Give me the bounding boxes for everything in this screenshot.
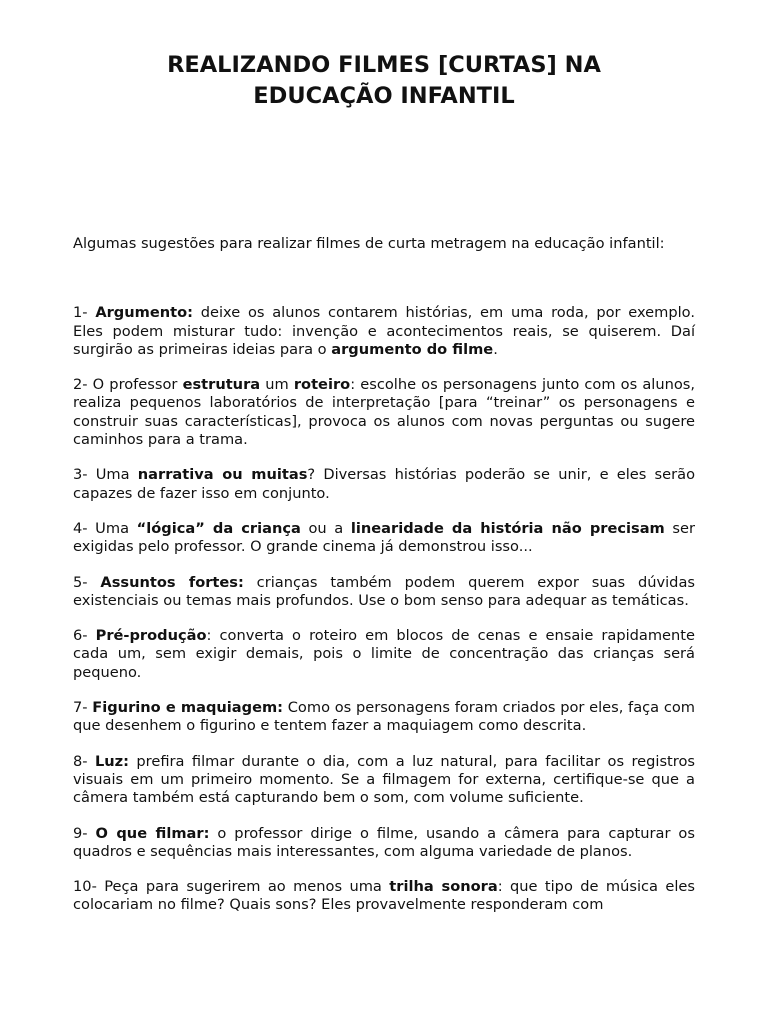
body-text: 2- O professor <box>73 376 183 394</box>
body-text: Como os personagens foram criados por eles, faça com que desenhem o figurino e tentem fazer a maquiagem como descrita. <box>73 699 695 735</box>
body-text: ou a <box>300 519 351 537</box>
body-text: o professor dirige o filme, usando a câmera para capturar os quadros e sequências mais interessantes, com alguma variedade de planos. <box>73 824 695 860</box>
body-text: 6- <box>73 627 96 645</box>
emphasis-text: Argumento: <box>95 304 193 322</box>
body-text: ser exigidas pelo professor. O grande cinema já demonstrou isso... <box>73 519 695 556</box>
suggestion-item <box>73 376 695 449</box>
body-text: 4- Uma <box>73 519 137 537</box>
body-text: 8- <box>73 752 95 770</box>
body-text: . <box>493 340 498 358</box>
suggestion-item <box>73 825 695 862</box>
suggestion-item <box>73 627 695 682</box>
body-text: um <box>260 376 294 394</box>
document-title <box>0 50 768 112</box>
suggestion-item <box>73 466 695 503</box>
body-text: crianças também podem querem expor suas dúvidas existenciais ou temas mais profundos. Use o bom senso para adequar as temáticas. <box>73 573 695 609</box>
emphasis-text: roteiro <box>293 376 351 394</box>
suggestion-item <box>73 574 695 611</box>
body-text: 5- <box>73 573 101 591</box>
body-text: : converta o roteiro em blocos de cenas e ensaie rapidamente cada um, sem exigir demais, pois o limite de concentração das crianças será pequeno. <box>73 627 695 681</box>
suggestion-item <box>73 520 695 557</box>
emphasis-text: Pré-produção <box>95 627 207 645</box>
emphasis-text: Assuntos fortes: <box>100 573 244 591</box>
emphasis-text: Figurino e maquiagem: <box>92 699 284 717</box>
emphasis-text: “lógica” da criança <box>136 519 301 537</box>
emphasis-text: estrutura <box>182 376 261 394</box>
emphasis-text: Luz: <box>94 752 129 770</box>
body-text: ? Diversas histórias poderão se unir, e eles serão capazes de fazer isso em conjunto. <box>73 466 695 502</box>
body-text: 7- <box>73 699 93 717</box>
intro-paragraph: Algumas sugestões para realizar filmes de curta metragem na educação infantil: <box>73 235 665 252</box>
emphasis-text: narrativa ou muitas <box>137 466 308 484</box>
suggestion-item <box>73 304 695 359</box>
document-body <box>73 235 695 915</box>
suggestion-item <box>73 753 695 808</box>
suggestion-list <box>73 304 695 914</box>
suggestion-item <box>73 878 695 915</box>
body-text: prefira filmar durante o dia, com a luz natural, para facilitar os registros visuais em um primeiro momento. Se a filmagem for externa, certifique-se que a câmera também está capturando bem o som, com volume suficiente. <box>73 752 695 807</box>
emphasis-text: linearidade da história não precisam <box>350 519 665 537</box>
emphasis-text: O que filmar: <box>95 824 210 842</box>
title-line-2: EDUCAÇÃO INFANTIL <box>253 83 515 109</box>
body-text: : que tipo de música eles colocariam no filme? Quais sons? Eles provavelmente responderam com <box>73 878 696 914</box>
body-text: 1- <box>73 304 96 322</box>
emphasis-text: argumento do filme <box>331 340 494 358</box>
suggestion-item <box>73 699 695 736</box>
body-text: deixe os alunos contarem histórias, em uma roda, por exemplo. Eles podem misturar tudo: invenção e acontecimentos reais, se quiserem. Daí surgirão as primeiras ideias para o <box>73 304 695 358</box>
title-line-1: REALIZANDO FILMES [CURTAS] NA <box>167 52 601 78</box>
body-text: : escolhe os personagens junto com os alunos, realiza pequenos laboratórios de interpretação [para “treinar” os personagens e construir suas características], provoca os alunos com novas perguntas ou sugere caminhos para a trama. <box>73 376 696 449</box>
body-text: 9- <box>73 824 96 842</box>
body-text: 3- Uma <box>73 466 138 484</box>
body-text: 10- Peça para sugerirem ao menos uma <box>73 878 390 896</box>
emphasis-text: trilha sonora <box>389 878 498 896</box>
